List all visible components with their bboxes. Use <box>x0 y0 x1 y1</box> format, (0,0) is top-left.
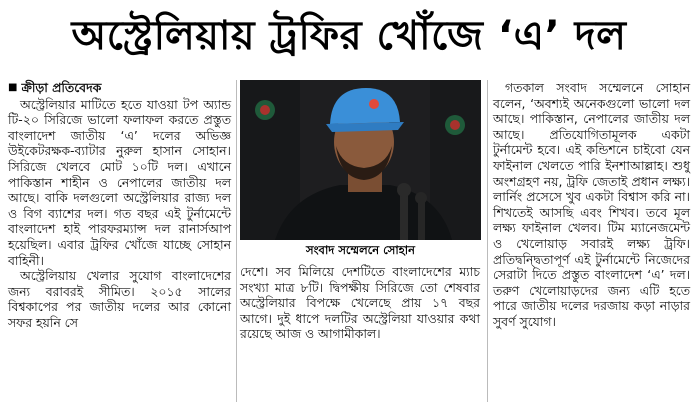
article-column-2 <box>240 264 480 342</box>
player-photo-illustration <box>240 80 481 240</box>
byline-text: ক্রীড়া প্রতিবেদক <box>21 80 102 95</box>
article-paragraph: অস্ট্রেলিয়ায় খেলার সুযোগ বাংলাদেশের জন্য বরাবরই সীমিত। ২০১৫ সালের বিশ্বকাপের পর জাতীয় দলের আর কোনো সফর হয়নি সে <box>8 268 231 330</box>
article-photo <box>240 80 481 240</box>
article-column-1 <box>8 80 231 331</box>
article-paragraph: গতকাল সংবাদ সম্মেলনে সোহান বলেন, ‘অবশ্যই অনেকগুলো ভালো দল আছে। পাকিস্তান, নেপালের জাতীয় দল আছে। প্রতিযোগিতামূলক একটা টুর্নামেন্ট হবে। এই কন্ডিশনে চাইবো যেন ফাইনাল খেলতে পারি ইনশাআল্লাহ। শুধু অংশগ্রহণ নয়, ট্রফি জেতাই প্রধান লক্ষ্য। লার্নিং প্রসেসে খুব একটা বিশ্বাস করি না। শিখতেই আসছি এবং শিখব। তবে মূল লক্ষ্য ফাইনাল খেলব। টিম ম্যানেজমেন্ট ও খেলোয়াড় সবারই লক্ষ্য ট্রফি। প্রতিদ্বন্দ্বিতাপূর্ণ এই টুর্নামেন্টে নিজেদের সেরাটা দিতে প্রস্তুত বাংলাদেশ ‘এ’ দল। তরুণ খেলোয়াড়দের জন্য এটি হতে পারে জাতীয় দলের দরজায় কড়া নাড়ার সুবর্ণ সুযোগ। <box>493 80 690 329</box>
article-paragraph: দেশে। সব মিলিয়ে দেশটিতে বাংলাদেশের ম্যাচ সংখ্যা মাত্র ৮টি। দ্বিপক্ষীয় সিরিজে তো শেষবার অস্ট্রেলিয়ার বিপক্ষে খেলেছে প্রায় ১৭ বছর আগে। দুই ধাপে দলটির অস্ট্রেলিয়া যাওয়ার কথা রয়েছে আজ ও আগামীকাল। <box>240 264 480 342</box>
photo-caption: সংবাদ সম্মেলনে সোহান <box>306 242 415 257</box>
column-divider <box>236 80 237 402</box>
byline <box>8 80 231 96</box>
column-divider <box>487 80 488 402</box>
article-paragraph: অস্ট্রেলিয়ার মাটিতে হতে যাওয়া টপ অ্যান্ড টি-২০ সিরিজে ভালো ফলাফল করতে প্রস্তুত বাংলাদেশ জাতীয় ‘এ’ দলের অভিজ্ঞ উইকেটরক্ষক-ব্যাটার নুরুল হাসান সোহান। সিরিজে খেলবে মোট ১০টি দল। এখানে পাকিস্তান শাহীন ও নেপালের জাতীয় দল আছে। বাকি দলগুলো অস্ট্রেলিয়ার রাজ্য দল ও বিগ ব্যাশের দল। গত বছর এই টুর্নামেন্টে বাংলাদেশ হাই পারফরম্যান্স দল রানার্সআপ হয়েছিল। এবার ট্রফির খোঁজে যাচ্ছে সোহান বাহিনী। <box>8 96 231 268</box>
article-column-3 <box>493 80 690 330</box>
bullet-square-icon: ■ <box>8 82 18 93</box>
article-headline: অস্ট্রেলিয়ায় ট্রফির খোঁজে ‘এ’ দল <box>71 12 627 59</box>
